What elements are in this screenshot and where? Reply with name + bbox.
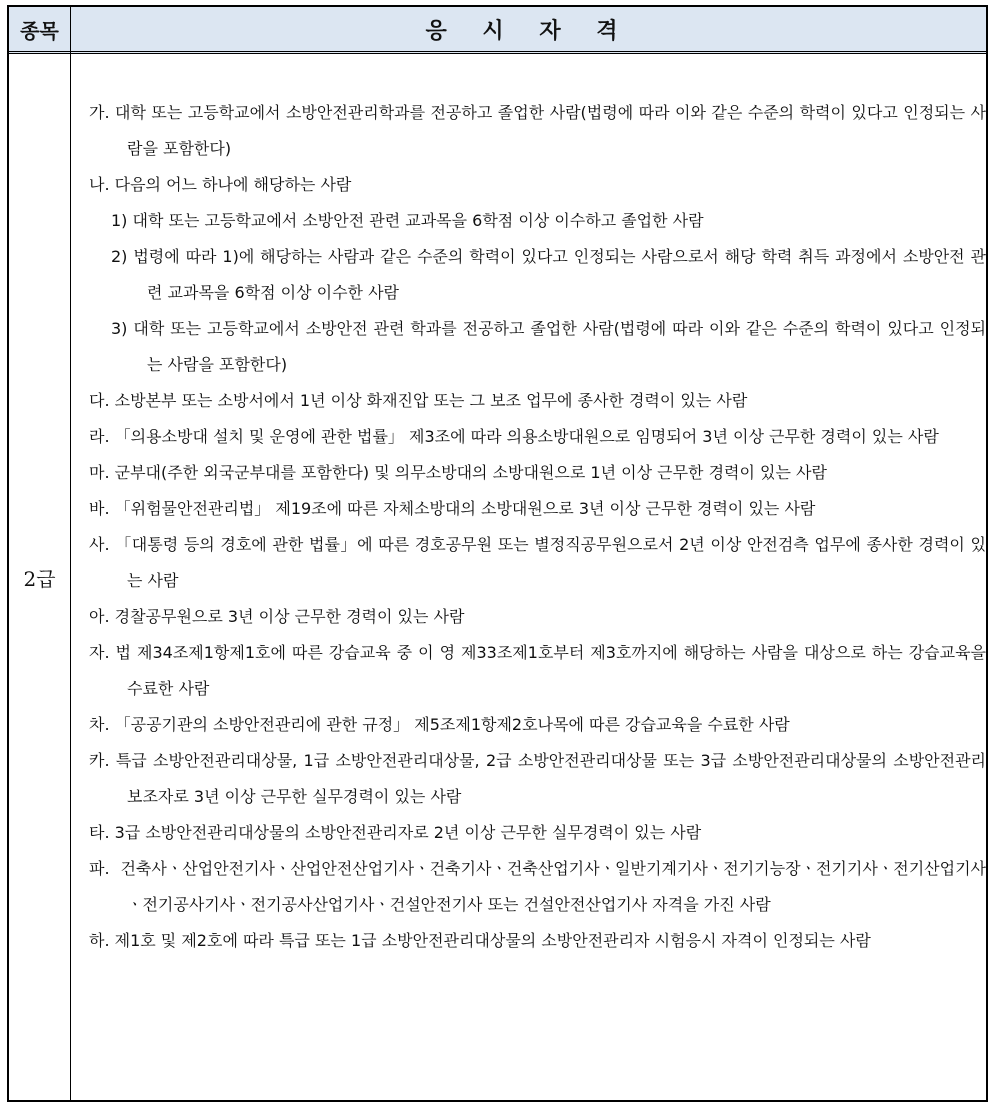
list-item: 차. 「공공기관의 소방안전관리에 관한 규정」 제5조제1항제2호나목에 따른 강습교육을 수료한 사람 <box>89 715 790 734</box>
header-category: 종목 <box>20 18 59 43</box>
sub-list-item: 3) 대학 또는 고등학교에서 소방안전 관련 학과를 전공하고 졸업한 사람(법령에 따라 이와 같은 수준의 학력이 있다고 인정되는 사람을 포함한다) <box>111 319 986 374</box>
list-item: 파. 건축사ㆍ산업안전기사ㆍ산업안전산업기사ㆍ건축기사ㆍ건축산업기사ㆍ일반기계기사ㆍ전기기능장ㆍ전기기사ㆍ전기산업기사ㆍ전기공사기사ㆍ전기공사산업기사ㆍ건설안전기사 또는 건설안전산업기사 자격을 가진 사람 <box>89 859 986 914</box>
grade-cell: 2급 <box>23 566 56 591</box>
list-item: 사. 「대통령 등의 경호에 관한 법률」에 따른 경호공무원 또는 별정직공무원으로서 2년 이상 안전검측 업무에 종사한 경력이 있는 사람 <box>89 535 986 590</box>
column-divider <box>70 7 71 1100</box>
sub-list-item: 2) 법령에 따라 1)에 해당하는 사람과 같은 수준의 학력이 있다고 인정되는 사람으로서 해당 학력 취득 과정에서 소방안전 관련 교과목을 6학점 이상 이수한 사람 <box>111 247 986 302</box>
list-item: 바. 「위험물안전관리법」 제19조에 따른 자체소방대의 소방대원으로 3년 이상 근무한 경력이 있는 사람 <box>89 499 816 518</box>
list-item: 가. 대학 또는 고등학교에서 소방안전관리학과를 전공하고 졸업한 사람(법령에 따라 이와 같은 수준의 학력이 있다고 인정되는 사람을 포함한다) <box>89 103 986 158</box>
list-item: 타. 3급 소방안전관리대상물의 소방안전관리자로 2년 이상 근무한 실무경력이 있는 사람 <box>89 823 702 842</box>
list-item: 카. 특급 소방안전관리대상물, 1급 소방안전관리대상물, 2급 소방안전관리대상물 또는 3급 소방안전관리대상물의 소방안전관리보조자로 3년 이상 근무한 실무경력이 있는 사람 <box>89 751 986 806</box>
list-item: 마. 군부대(주한 외국군부대를 포함한다) 및 의무소방대의 소방대원으로 1년 이상 근무한 경력이 있는 사람 <box>89 463 827 482</box>
list-item: 자. 법 제34조제1항제1호에 따른 강습교육 중 이 영 제33조제1호부터 제3호까지에 해당하는 사람을 대상으로 하는 강습교육을 수료한 사람 <box>89 643 986 698</box>
list-item: 다. 소방본부 또는 소방서에서 1년 이상 화재진압 또는 그 보조 업무에 종사한 경력이 있는 사람 <box>89 391 748 410</box>
qualification-list <box>89 95 986 959</box>
sub-list-item: 1) 대학 또는 고등학교에서 소방안전 관련 교과목을 6학점 이상 이수하고 졸업한 사람 <box>111 211 704 230</box>
list-item: 하. 제1호 및 제2호에 따라 특급 또는 1급 소방안전관리대상물의 소방안전관리자 시험응시 자격이 인정되는 사람 <box>89 931 871 950</box>
list-item: 아. 경찰공무원으로 3년 이상 근무한 경력이 있는 사람 <box>89 607 465 626</box>
list-item: 나. 다음의 어느 하나에 해당하는 사람 <box>89 175 352 194</box>
list-item: 라. 「의용소방대 설치 및 운영에 관한 법률」 제3조에 따라 의용소방대원으로 임명되어 3년 이상 근무한 경력이 있는 사람 <box>89 427 939 446</box>
table-header <box>9 7 986 54</box>
qualification-table <box>7 5 988 1102</box>
header-qualification: 응 시 자 격 <box>425 18 632 44</box>
